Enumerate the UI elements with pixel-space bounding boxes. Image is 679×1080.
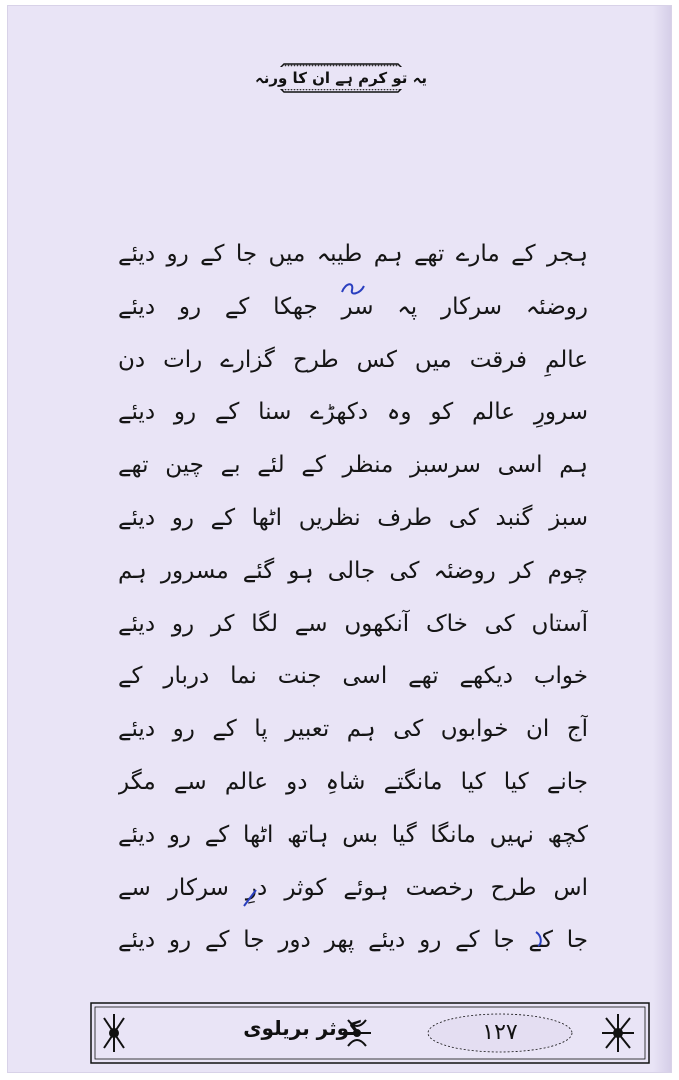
verse-line: ہم اسی سرسبز منظر کے لئے بے چین تھے (118, 452, 588, 479)
verse-line: جانے کیا کیا مانگتے شاہِ دو عالم سے مگر (118, 768, 588, 795)
pen-annotation-mark (532, 926, 554, 950)
author-name: کوثر بریلوی (243, 1016, 361, 1040)
verse-line: ہجر کے مارے تھے ہم طیبہ میں جا کے رو دیئے (118, 241, 588, 267)
verse-line: اس طرح رخصت ہوئے کوثر درِ سرکار سے (118, 874, 588, 901)
verse-line: روضئہ سرکار پہ سر جھکا کے رو دیئے (118, 293, 588, 320)
poem-body (118, 228, 588, 967)
verse-line: جا کے جا کے رو دیئے پھر دور جا کے رو دیئے (118, 927, 588, 954)
verse-line: خواب دیکھے تھے اسی جنت نما دربار کے (118, 663, 588, 690)
verse-line: عالمِ فرقت میں کس طرح گزارے رات دن (118, 346, 588, 373)
verse-line: آستاں کی خاک آنکھوں سے لگا کر رو دیئے (118, 610, 588, 637)
verse-line: سبز گنبد کی طرف نظریں اٹھا کے رو دیئے (118, 504, 588, 531)
verse-line: کچھ نہیں مانگا گیا بس ہاتھ اٹھا کے رو دیئے (118, 821, 588, 848)
page-number: ۱۲۷ (482, 1019, 518, 1045)
pen-annotation-mark (236, 886, 266, 910)
verse-line: چوم کر روضئہ کی جالی ہو گئے مسرور ہم (118, 557, 588, 584)
footer-frame (90, 1002, 650, 1064)
pen-annotation-mark (338, 278, 368, 300)
header-banner (254, 58, 428, 98)
verse-line: آج ان خوابوں کی ہم تعبیر پا کے رو دیئے (118, 716, 588, 743)
verse-line: سرورِ عالم کو وہ دکھڑے سنا کے رو دیئے (118, 399, 588, 426)
header-title: یہ تو کرم ہے ان کا ورنہ (243, 67, 439, 89)
book-page (8, 6, 671, 1072)
